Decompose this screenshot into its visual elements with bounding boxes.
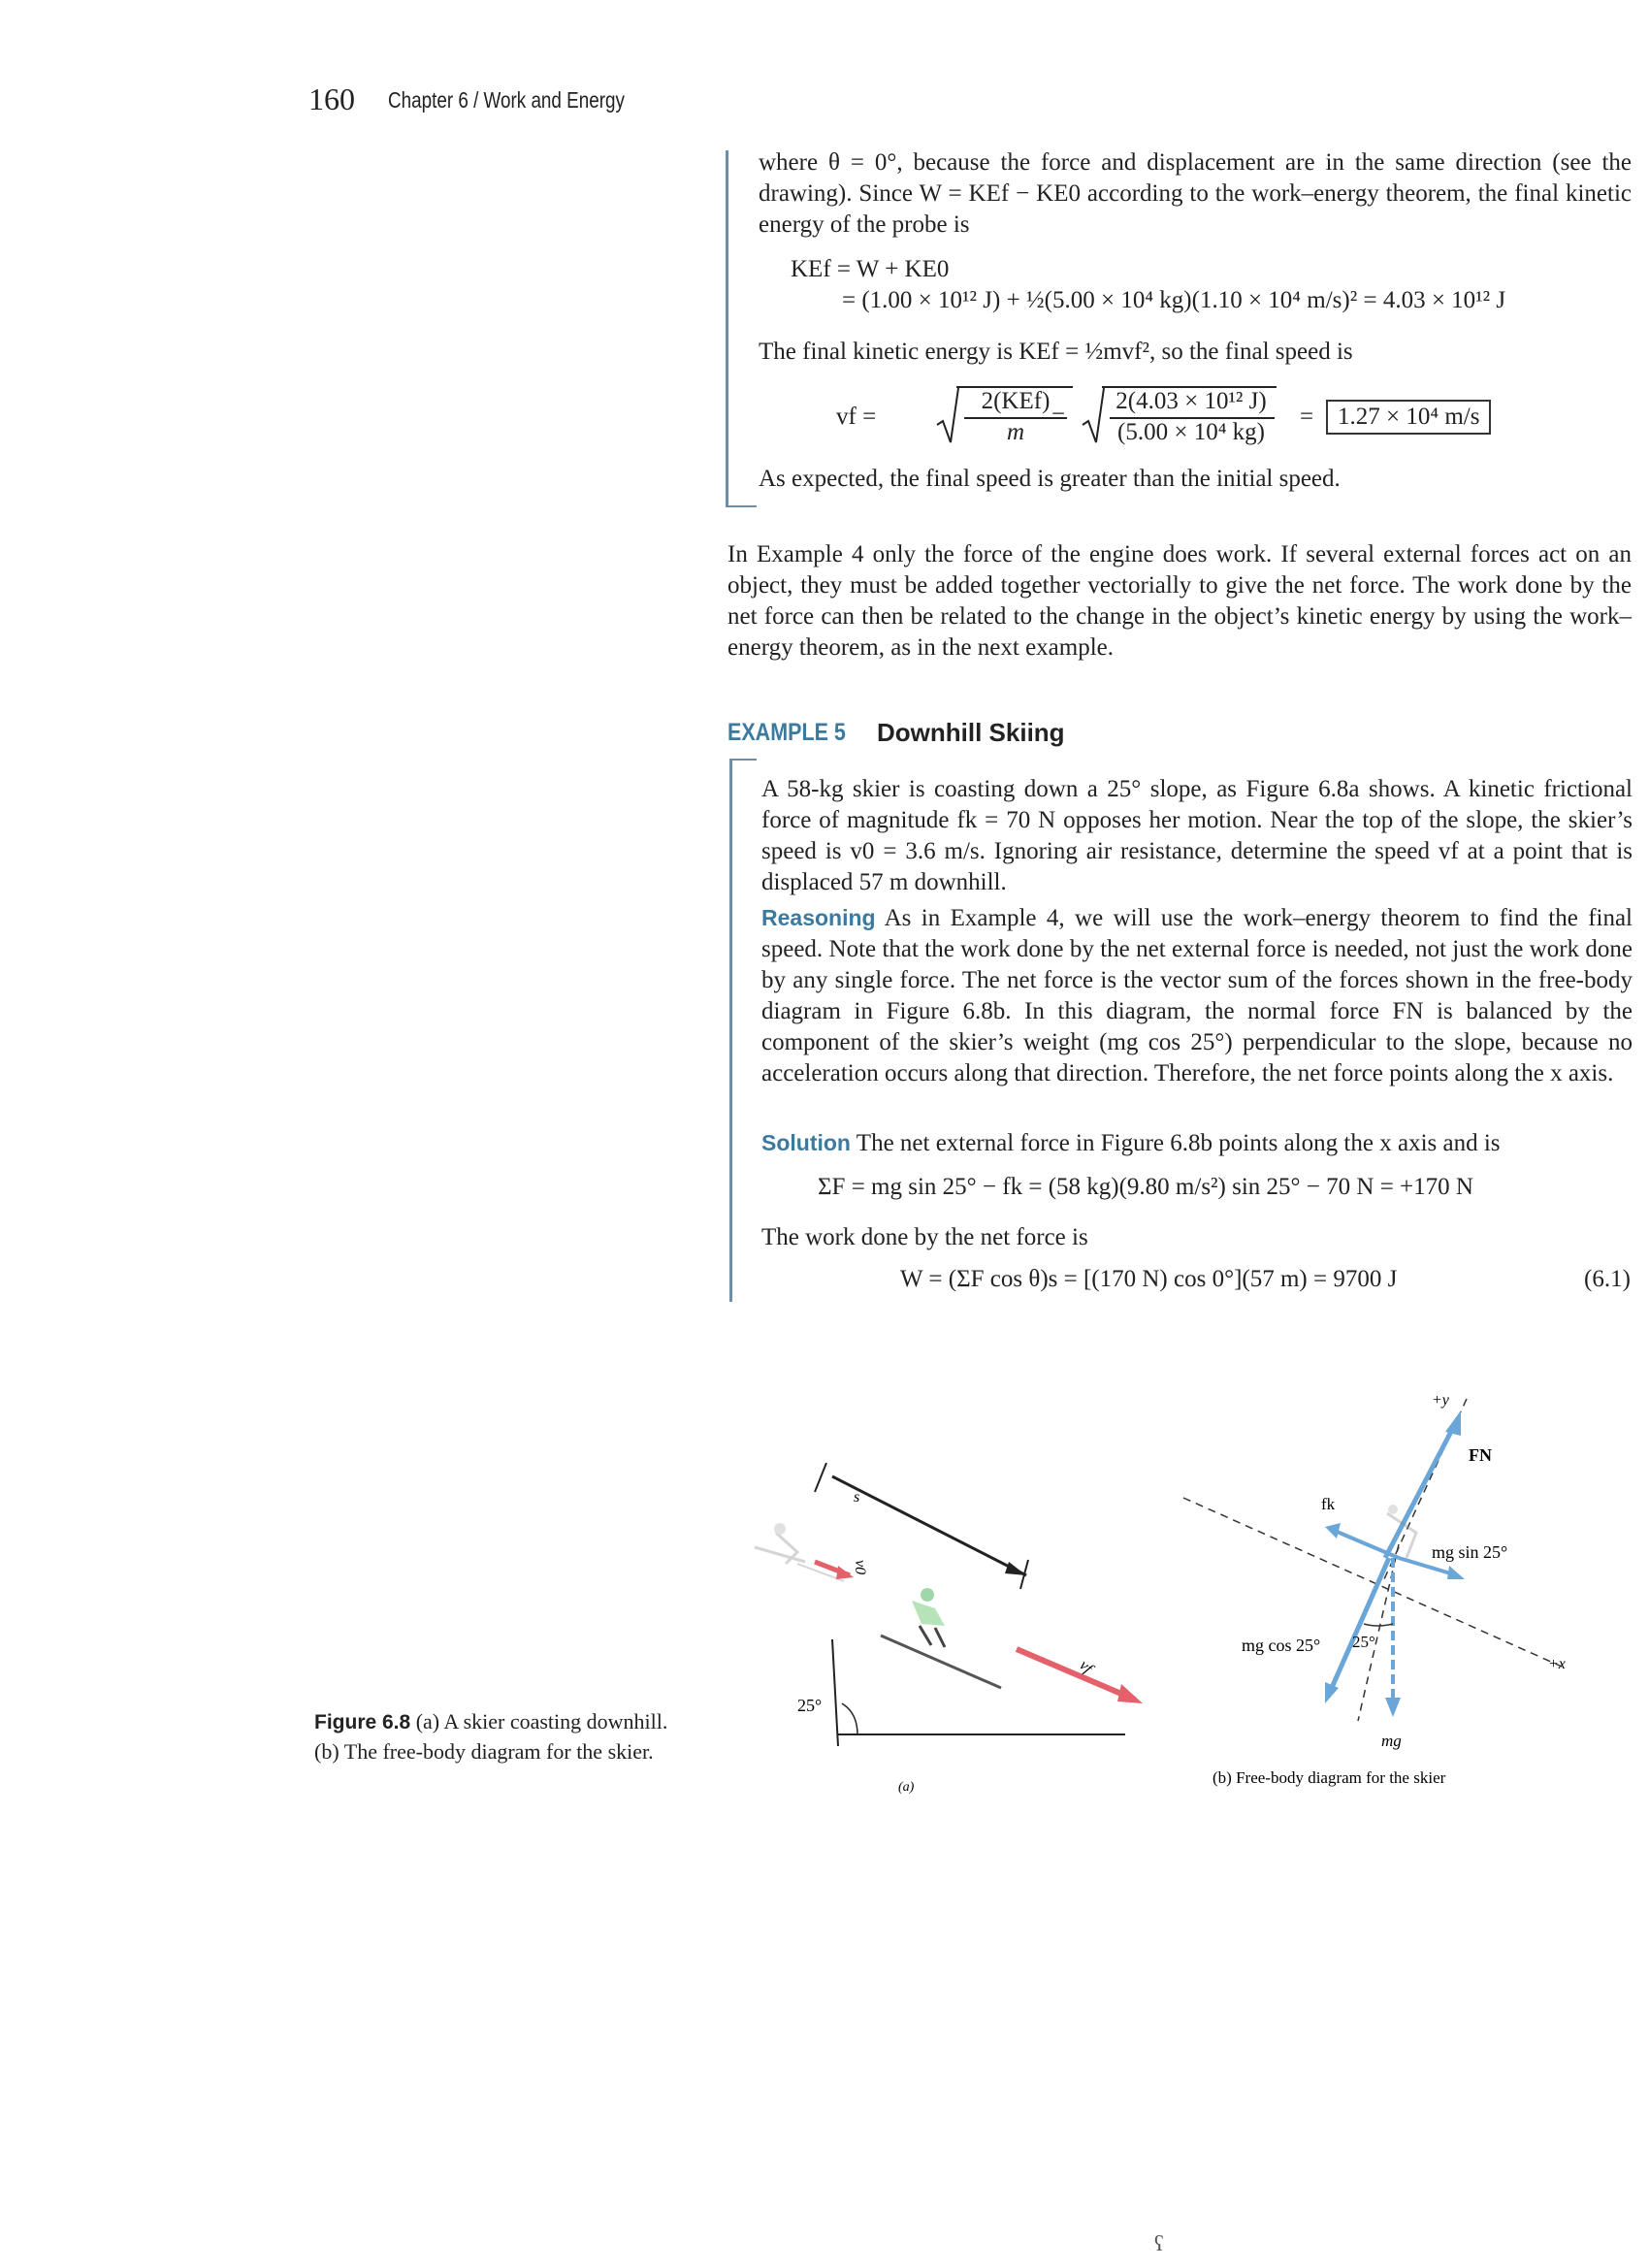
- label-angle-b: 25°: [1352, 1633, 1375, 1651]
- equation-ke-value: = (1.00 × 10¹² J) + ½(5.00 × 10⁴ kg)(1.10 × 10⁴ m/s)² = 4.03 × 10¹² J: [842, 287, 1506, 313]
- top-paragraph-3: As expected, the final speed is greater than the initial speed.: [759, 466, 1341, 492]
- page-number: 160: [308, 81, 355, 116]
- label-angle-a: 25°: [797, 1696, 823, 1715]
- footer-mark: ʕ: [1154, 2231, 1164, 2255]
- answer-box: 1.27 × 10⁴ m/s: [1326, 400, 1491, 435]
- solution-label: Solution: [761, 1130, 851, 1155]
- fraction-1-numerator: 2(KEf): [981, 388, 1051, 414]
- example-label: EXAMPLE 5: [728, 719, 846, 746]
- subcaption-a: (a): [898, 1780, 915, 1795]
- reasoning-label: Reasoning: [761, 905, 876, 930]
- sqrt-sign-2: [1081, 384, 1106, 446]
- example-reasoning: [761, 902, 1633, 1089]
- equation-reference: (6.1): [1584, 1266, 1631, 1292]
- skier-end-icon: [881, 1588, 1001, 1688]
- figure-caption-text: (a) A skier coasting downhill. (b) The free-body diagram for the skier.: [314, 1709, 668, 1764]
- left-rule-example-top: [729, 759, 757, 761]
- equals-2: =: [1300, 404, 1314, 430]
- reasoning-text: As in Example 4, we will use the work–energy theorem to find the final speed. Note that the work done by the net external force is needed, not just the work done by any single force. The net force is the vector sum of the forces shown in the free-body diagram in Figure 6.8b. In this diagram, the normal force FN is balanced by the component of the skier’s weight (mg cos 25°) perpendicular to the slope, because no acceleration occurs along that direction. Therefore, the net force points along the x axis.: [761, 905, 1633, 1086]
- label-fn: FN: [1469, 1445, 1492, 1465]
- label-vf: vf: [1076, 1657, 1096, 1677]
- work-text: The work done by the net force is: [761, 1224, 1088, 1250]
- label-s: s: [854, 1489, 860, 1506]
- equation-net-force: ΣF = mg sin 25° − fk = (58 kg)(9.80 m/s²) sin 25° − 70 N = +170 N: [818, 1174, 1473, 1200]
- fraction-2-denominator: (5.00 × 10⁴ kg): [1117, 419, 1265, 445]
- sqrt-sign-1: [935, 384, 960, 446]
- normal-force-arrow: [1385, 1424, 1455, 1558]
- left-rule-top-foot: [726, 505, 757, 507]
- left-rule-example: [729, 759, 732, 1302]
- vf-lhs: vf =: [836, 404, 877, 430]
- figure-caption: [314, 1707, 693, 1766]
- figure-6-8a: [737, 1455, 1164, 1804]
- solution-text: The net external force in Figure 6.8b points along the x axis and is: [856, 1130, 1501, 1156]
- subcaption-b: (b) Free-body diagram for the skier: [1212, 1768, 1446, 1787]
- fraction-2-numerator: 2(4.03 × 10¹² J): [1116, 388, 1267, 414]
- equals-1: =: [1051, 404, 1066, 430]
- label-mg-cos: mg cos 25°: [1242, 1636, 1321, 1655]
- equation-work: W = (ΣF cos θ)s = [(170 N) cos 0°](57 m) = 9700 J: [900, 1266, 1398, 1292]
- left-rule-top: [726, 150, 728, 507]
- label-plus-x: +x: [1548, 1656, 1566, 1672]
- example-problem: A 58-kg skier is coasting down a 25° slope, as Figure 6.8a shows. A kinetic frictional force of magnitude fk = 70 N opposes her motion. Near the top of the slope, the skier’s speed is v0 = 3.6 m/s. Ignoring air resistance, determine the speed vf at a point that is displaced 57 m downhill.: [761, 776, 1633, 895]
- example-solution: [761, 1127, 1633, 1159]
- label-fk: fk: [1321, 1495, 1336, 1513]
- speed-equation: [836, 382, 1632, 452]
- top-paragraph-1: where θ = 0°, because the force and displacement are in the same direction (see the drawing). Since W = KEf − KE0 according to the work–energy theorem, the final kinetic energy of the probe is: [759, 149, 1632, 238]
- label-v0: v0: [852, 1560, 868, 1575]
- label-mg-sin: mg sin 25°: [1432, 1542, 1508, 1562]
- figure-caption-label: Figure 6.8: [314, 1711, 411, 1733]
- label-mg: mg: [1381, 1732, 1402, 1750]
- example-title: Downhill Skiing: [877, 718, 1065, 747]
- equation-ke-final: KEf = W + KE0: [791, 256, 950, 282]
- skier-start-icon: [755, 1523, 844, 1581]
- friction-arrow: [1335, 1531, 1399, 1558]
- fraction-1-denominator: m: [1006, 419, 1025, 445]
- chapter-title: Chapter 6 / Work and Energy: [388, 87, 625, 113]
- label-plus-y: +y: [1432, 1392, 1449, 1409]
- figure-6-8b: [1174, 1387, 1591, 1795]
- body-paragraph: In Example 4 only the force of the engine does work. If several external forces act on an object, they must be added together vectorially to give the net force. The work done by the net force can then be related to the change in the object’s kinetic energy by using the work–energy theorem, as in the next example.: [728, 541, 1632, 661]
- top-paragraph-2: The final kinetic energy is KEf = ½mvf², so the final speed is: [759, 339, 1353, 365]
